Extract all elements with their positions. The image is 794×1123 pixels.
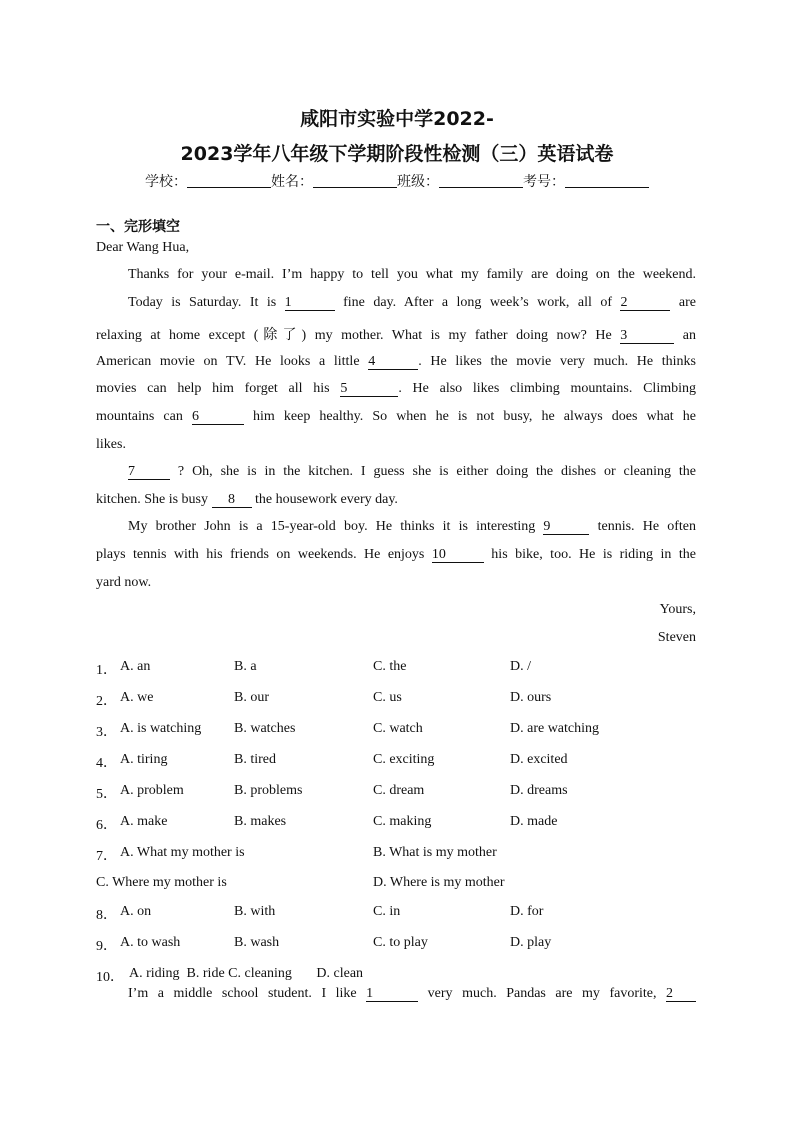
option-b[interactable]: B. makes xyxy=(234,814,287,829)
blank-2: 2 xyxy=(620,296,670,311)
school-blank xyxy=(187,174,271,188)
blank-3: 3 xyxy=(620,329,674,344)
option-a[interactable]: A. is watching xyxy=(120,721,202,736)
question-number: 5． xyxy=(96,787,117,802)
text-segment: tennis. He often xyxy=(589,519,696,534)
text-segment: My brother John is a 15-year-old boy. He thinks it is interesting xyxy=(128,519,544,534)
option-d[interactable]: D. excited xyxy=(510,752,568,767)
passage2-line-1 xyxy=(128,986,696,1002)
text-segment: relaxing at home except (除了) my mother. What is my father doing now? He xyxy=(96,328,621,343)
number-blank xyxy=(565,174,649,188)
text-segment: Today is Saturday. It is xyxy=(128,295,285,310)
question-number: 7． xyxy=(96,849,117,864)
blank-2: 2 xyxy=(666,987,696,1002)
name-label: 姓名： xyxy=(271,174,313,190)
closing: Yours, xyxy=(659,602,696,617)
signature: Steven xyxy=(657,630,696,645)
question-number: 9． xyxy=(96,939,117,954)
option-c[interactable]: C. watch xyxy=(373,721,423,736)
blank-7: 7 xyxy=(128,465,170,480)
text-segment: . He also likes climbing mountains. Climbing xyxy=(398,381,696,396)
text-segment: . He likes the movie very much. He thinks xyxy=(418,354,696,369)
option-d[interactable]: D. for xyxy=(510,904,544,919)
option-c[interactable]: C. to play xyxy=(373,935,428,950)
option-b[interactable]: B. wash xyxy=(234,935,280,950)
text-segment: an xyxy=(674,328,696,343)
student-info xyxy=(0,171,794,191)
number-label: 考号： xyxy=(523,174,565,190)
option-a[interactable]: A. on xyxy=(120,904,152,919)
text-segment: plays tennis with his friends on weekends. He enjoys xyxy=(96,547,432,562)
question-10-options[interactable]: A. riding B. ride C. cleaning D. clean xyxy=(129,966,364,981)
class-blank xyxy=(439,174,523,188)
question-number: 2． xyxy=(96,694,117,709)
option-a[interactable]: A. What my mother is xyxy=(120,845,245,860)
letter-line-11 xyxy=(96,547,696,563)
option-a[interactable]: A. make xyxy=(120,814,168,829)
text-segment: are xyxy=(670,295,696,310)
option-b[interactable]: B. our xyxy=(234,690,269,705)
blank-1: 1 xyxy=(285,296,335,311)
question-number: 8． xyxy=(96,908,117,923)
letter-line-9 xyxy=(96,492,398,508)
option-a[interactable]: A. to wash xyxy=(120,935,181,950)
letter-line-6 xyxy=(96,409,696,425)
question-number: 4． xyxy=(96,756,117,771)
question-number: 6． xyxy=(96,818,117,833)
option-d[interactable]: D. are watching xyxy=(510,721,600,736)
blank-5: 5 xyxy=(340,382,398,397)
option-d[interactable]: D. made xyxy=(510,814,558,829)
option-d[interactable]: D. dreams xyxy=(510,783,568,798)
title-line-1: 咸阳市实验中学2022- xyxy=(300,108,494,130)
option-c[interactable]: C. exciting xyxy=(373,752,435,767)
option-c[interactable]: C. making xyxy=(373,814,432,829)
letter-line-7: likes. xyxy=(96,437,126,452)
text-segment: the housework every day. xyxy=(251,492,398,507)
option-d[interactable]: D. Where is my mother xyxy=(373,875,505,890)
question-number: 1． xyxy=(96,663,117,678)
option-b[interactable]: B. with xyxy=(234,904,276,919)
letter-line-4 xyxy=(96,354,696,370)
option-d[interactable]: D. play xyxy=(510,935,552,950)
option-d[interactable]: D. ours xyxy=(510,690,552,705)
text-segment: very much. Pandas are my favorite, xyxy=(418,986,666,1001)
option-b[interactable]: B. What is my mother xyxy=(373,845,497,860)
option-a[interactable]: A. an xyxy=(120,659,151,674)
class-label: 班级： xyxy=(397,174,439,190)
option-a[interactable]: A. tiring xyxy=(120,752,168,767)
title-line-2: 2023学年八年级下学期阶段性检测（三）英语试卷 xyxy=(180,143,614,165)
text-segment: mountains can xyxy=(96,409,192,424)
option-a[interactable]: A. problem xyxy=(120,783,184,798)
blank-1: 1 xyxy=(366,987,418,1002)
question-number: 3． xyxy=(96,725,117,740)
letter-line-10 xyxy=(128,519,696,535)
text-segment: him keep healthy. So when he is not busy, he always does what he xyxy=(243,409,696,424)
blank-10: 10 xyxy=(432,548,484,563)
option-b[interactable]: B. watches xyxy=(234,721,296,736)
letter-line-12: yard now. xyxy=(96,575,152,590)
option-a[interactable]: A. we xyxy=(120,690,154,705)
option-b[interactable]: B. a xyxy=(234,659,257,674)
option-b[interactable]: B. problems xyxy=(234,783,303,798)
option-b[interactable]: B. tired xyxy=(234,752,276,767)
salutation: Dear Wang Hua, xyxy=(96,240,190,255)
question-number: 10． xyxy=(96,970,124,985)
letter-line-8 xyxy=(128,464,696,480)
text-segment: fine day. After a long week’s work, all of xyxy=(334,295,621,310)
option-c[interactable]: C. us xyxy=(373,690,402,705)
letter-line-1: Thanks for your e-mail. I’m happy to tell you what my family are doing on the weekend. xyxy=(128,267,696,282)
school-label: 学校： xyxy=(145,174,187,190)
letter-line-2 xyxy=(128,295,696,311)
letter-line-5 xyxy=(96,381,696,397)
option-c[interactable]: C. dream xyxy=(373,783,425,798)
text-segment: American movie on TV. He looks a little xyxy=(96,354,369,369)
option-c[interactable]: C. in xyxy=(373,904,401,919)
blank-4: 4 xyxy=(368,355,418,370)
section-heading: 一、完形填空 xyxy=(96,219,180,235)
text-segment: ? Oh, she is in the kitchen. I guess she is either doing the dishes or cleaning the xyxy=(170,464,696,479)
text-segment: movies can help him forget all his xyxy=(96,381,341,396)
blank-9: 9 xyxy=(543,520,589,535)
blank-6: 6 xyxy=(192,410,244,425)
option-d[interactable]: D. / xyxy=(510,659,531,674)
option-c[interactable]: C. the xyxy=(373,659,407,674)
text-segment: his bike, too. He is riding in the xyxy=(483,547,696,562)
text-segment: I’m a middle school student. I like xyxy=(128,986,367,1001)
blank-8: 8 xyxy=(212,493,252,508)
letter-line-3 xyxy=(96,324,696,344)
name-blank xyxy=(313,174,397,188)
text-segment: kitchen. She is busy xyxy=(96,492,212,507)
option-c[interactable]: C. Where my mother is xyxy=(96,875,227,890)
